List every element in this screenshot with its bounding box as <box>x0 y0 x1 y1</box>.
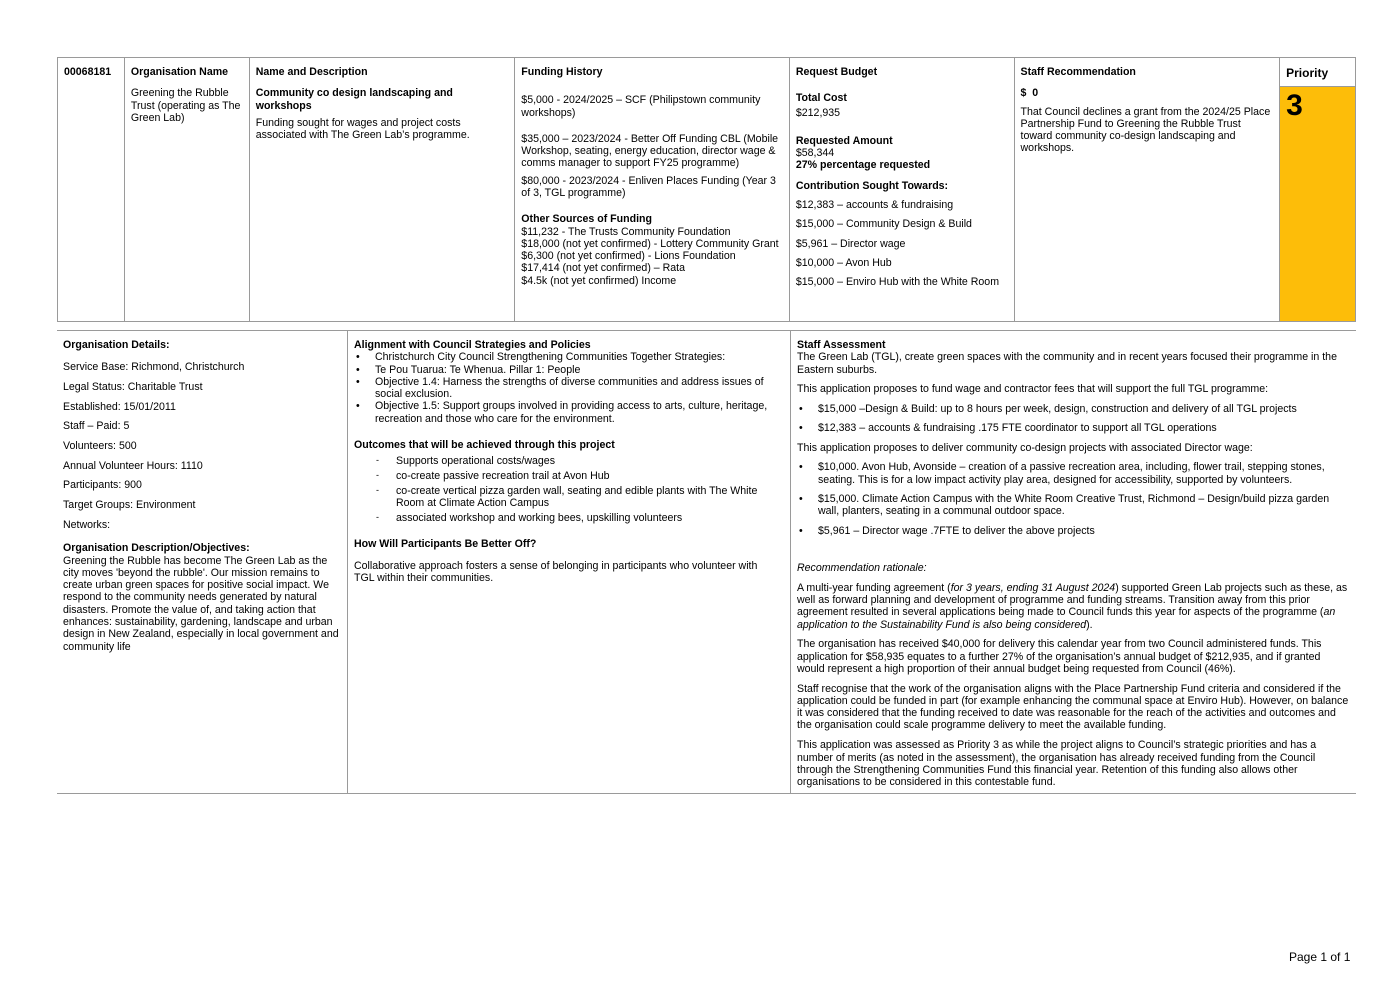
outcomes-title: Outcomes that will be achieved through this project <box>354 438 615 451</box>
requested-amount-value: $58,344 <box>795 147 835 160</box>
application-id: 00068181 <box>64 66 112 78</box>
page-number: Page 1 of 1 <box>1289 950 1351 964</box>
funding-history-item: $35,000 – 2023/2024 - Better Off Funding CBL (Mobile Workshop, seating, energy education, director wage & comms manager to support FY25 programme) <box>521 132 779 170</box>
outcome-item: - Supports operational costs/wages <box>375 455 780 467</box>
detail-line: Networks: <box>63 518 111 531</box>
staff-assessment-column <box>791 331 1356 793</box>
funding-history-item: $5,000 - 2024/2025 – SCF (Philipstown community workshops) <box>521 94 761 119</box>
recommended-amount: $ 0 <box>1020 87 1039 100</box>
detail-line: Annual Volunteer Hours: 1110 <box>63 459 203 472</box>
participants-text: Collaborative approach fosters a sense of belonging in participants who volunteer with TGL within their communities. <box>354 559 758 585</box>
alignment-item: • Objective 1.4: Harness the strengths of diverse communities and address issues of social exclusion. <box>354 376 780 401</box>
funding-history-header: Funding History <box>521 66 603 78</box>
priority-cell <box>1280 58 1355 321</box>
staff-recommendation-header: Staff Recommendation <box>1020 66 1136 78</box>
other-sources-title: Other Sources of Funding <box>521 213 652 226</box>
contribution-item: $15,000 – Enviro Hub with the White Room <box>795 276 1000 289</box>
alignment-item: • Objective 1.5: Support groups involved in providing access to arts, culture, heritage, recreation and those who care for the environment. <box>354 400 780 425</box>
organisation-name: Greening the Rubble Trust (operating as The Green Lab) <box>130 87 241 124</box>
application-id-cell <box>58 58 125 321</box>
priority-box <box>1280 87 1355 321</box>
alignment-item: • Te Pou Tuarua: Te Whenua. Pillar 1: People <box>354 364 780 376</box>
assessment-list-item: • $5,961 – Director wage .7FTE to deliver the above projects <box>797 525 1350 537</box>
percentage-requested: 27% percentage requested <box>795 159 931 172</box>
total-cost-value: $212,935 <box>795 106 841 119</box>
assessment-list-item: • $10,000. Avon Hub, Avonside – creation of a passive recreation area, including, flower trail, stepping stones, seating. This is for a low impact activity play area, designed for accessibility, supported by volunteers. <box>797 461 1350 486</box>
request-budget-header: Request Budget <box>795 66 878 78</box>
other-source-item: $4.5k (not yet confirmed) Income <box>521 274 677 287</box>
summary-table <box>57 57 1356 322</box>
funding-history-item: $80,000 - 2023/2024 - Enliven Places Funding (Year 3 of 3, TGL programme) <box>521 174 776 199</box>
outcome-item: - co-create vertical pizza garden wall, seating and edible plants with The White Room at Climate Action Campus <box>375 485 780 510</box>
priority-value: 3 <box>1286 89 1303 122</box>
staff-assessment-title: Staff Assessment <box>797 339 886 351</box>
rationale-title: Recommendation rationale: <box>797 561 927 574</box>
staff-recommendation-cell <box>1015 58 1281 321</box>
participants-title: How Will Participants Be Better Off? <box>354 537 537 550</box>
detail-line: Volunteers: 500 <box>63 439 137 452</box>
contribution-item: $12,383 – accounts & fundraising <box>795 198 954 211</box>
detail-line: Participants: 900 <box>63 479 142 492</box>
rationale-paragraph: This application was assessed as Priority 3 as while the project aligns to Council’s strategic priorities and has a number of merits (as noted in the assessment), the organisation has already received funding from the Council through the Strengthening Communities Fund this financial year. Retention of this funding also allows other organisations to be considered in this contestable fund. <box>797 739 1317 789</box>
contribution-item: $5,961 – Director wage <box>795 237 906 250</box>
detail-line: Legal Status: Charitable Trust <box>63 380 203 393</box>
rationale-paragraph: A multi-year funding agreement (for 3 years, ending 31 August 2024) supported Green Lab projects such as these, as well as forward planning and development of programme and funding streams. Transition away from this prior agreement resulted in several applications being made to Council funds this year for aspects of the programme (an application to the Sustainability Fund is also being considered). <box>797 581 1348 631</box>
outcome-item: - co-create passive recreation trail at Avon Hub <box>375 470 780 482</box>
assessment-list-item: • $15,000. Climate Action Campus with the White Room Creative Trust, Richmond – Design/build pizza garden wall, planters, seating in a communal outdoor space. <box>797 493 1350 518</box>
outcomes-list <box>375 455 780 524</box>
name-description-header: Name and Description <box>255 66 368 78</box>
other-source-item: $11,232 - The Trusts Community Foundation <box>521 225 731 238</box>
other-source-item: $6,300 (not yet confirmed) - Lions Foundation <box>521 250 736 263</box>
assessment-list-item: • $12,383 – accounts & fundraising .175 FTE coordinator to support all TGL operations <box>797 422 1350 434</box>
detail-line: Staff – Paid: 5 <box>63 420 130 433</box>
contribution-item: $10,000 – Avon Hub <box>795 256 892 269</box>
contribution-title: Contribution Sought Towards: <box>795 179 949 192</box>
priority-header: Priority <box>1280 58 1355 87</box>
total-cost-label: Total Cost <box>795 92 847 105</box>
assessment-list-wages <box>797 403 1350 435</box>
contribution-item: $15,000 – Community Design & Build <box>795 218 972 231</box>
assessment-paragraph: This application proposes to deliver community co-design projects with associated Director wage: <box>797 441 1253 454</box>
assessment-list-projects <box>797 461 1350 536</box>
rationale-paragraph: Staff recognise that the work of the organisation aligns with the Place Partnership Fund criteria and considered if the application could be funded in part (for example enhancing the communal space at Enviro Hub). However, on balance it was considered that the funding received to date was reasonable for the reach of the activities and outcomes and the organisation could scale programme delivery to meet the available funding. <box>797 682 1349 732</box>
organisation-details-title: Organisation Details: <box>63 339 170 351</box>
recommendation-text: That Council declines a grant from the 2024/25 Place Partnership Fund to Greening the Rubble Trust toward community co-design landscaping and workshops. <box>1020 105 1271 155</box>
organisation-details-column <box>57 331 348 793</box>
project-description: Funding sought for wages and project costs associated with The Green Lab’s programme. <box>255 116 470 142</box>
request-budget-cell <box>790 58 1015 321</box>
assessment-intro: The Green Lab (TGL), create green spaces with the community and in recent years focused their programme in the Eastern suburbs. <box>797 351 1337 376</box>
alignment-title: Alignment with Council Strategies and Policies <box>354 339 591 351</box>
alignment-item: • Christchurch City Council Strengthening Communities Together Strategies: <box>354 351 780 363</box>
other-source-item: $18,000 (not yet confirmed) - Lottery Community Grant <box>521 237 779 250</box>
details-section <box>57 330 1356 794</box>
funding-history-cell <box>515 58 790 321</box>
organisation-name-cell <box>125 58 250 321</box>
objectives-text: Greening the Rubble has become The Green Lab as the city moves 'beyond the rubble'. Our mission remains to create urban green spaces for positive social impact. We respond to the community needs generated by natural disasters. Promote the value of, and taking action that enhances: sustainability, gardening, landscape and urban design in New Zealand, especially in local government and community life <box>63 554 339 653</box>
detail-line: Service Base: Richmond, Christchurch <box>63 361 245 374</box>
name-description-cell <box>250 58 516 321</box>
assessment-paragraph: This application proposes to fund wage and contractor fees that will support the full TGL programme: <box>797 383 1269 396</box>
outcome-item: - associated workshop and working bees, upskilling volunteers <box>375 512 780 524</box>
organisation-name-header: Organisation Name <box>130 66 229 78</box>
project-title: Community co design landscaping and workshops <box>255 87 453 112</box>
requested-amount-label: Requested Amount <box>795 134 893 147</box>
other-source-item: $17,414 (not yet confirmed) – Rata <box>521 262 686 275</box>
alignment-list <box>354 351 780 425</box>
detail-line: Established: 15/01/2011 <box>63 400 176 413</box>
rationale-paragraph: The organisation has received $40,000 for delivery this calendar year from two Council administered funds. This application for $58,935 equates to a further 27% of the organisation’s annual budget of $212,935, and if granted would represent a high proportion of their annual budget being requested from Council (46%). <box>797 638 1322 675</box>
alignment-column <box>348 331 791 793</box>
assessment-list-item: • $15,000 –Design & Build: up to 8 hours per week, design, construction and delivery of all TGL projects <box>797 403 1350 415</box>
objectives-title: Organisation Description/Objectives: <box>63 542 250 555</box>
detail-line: Target Groups: Environment <box>63 498 196 511</box>
